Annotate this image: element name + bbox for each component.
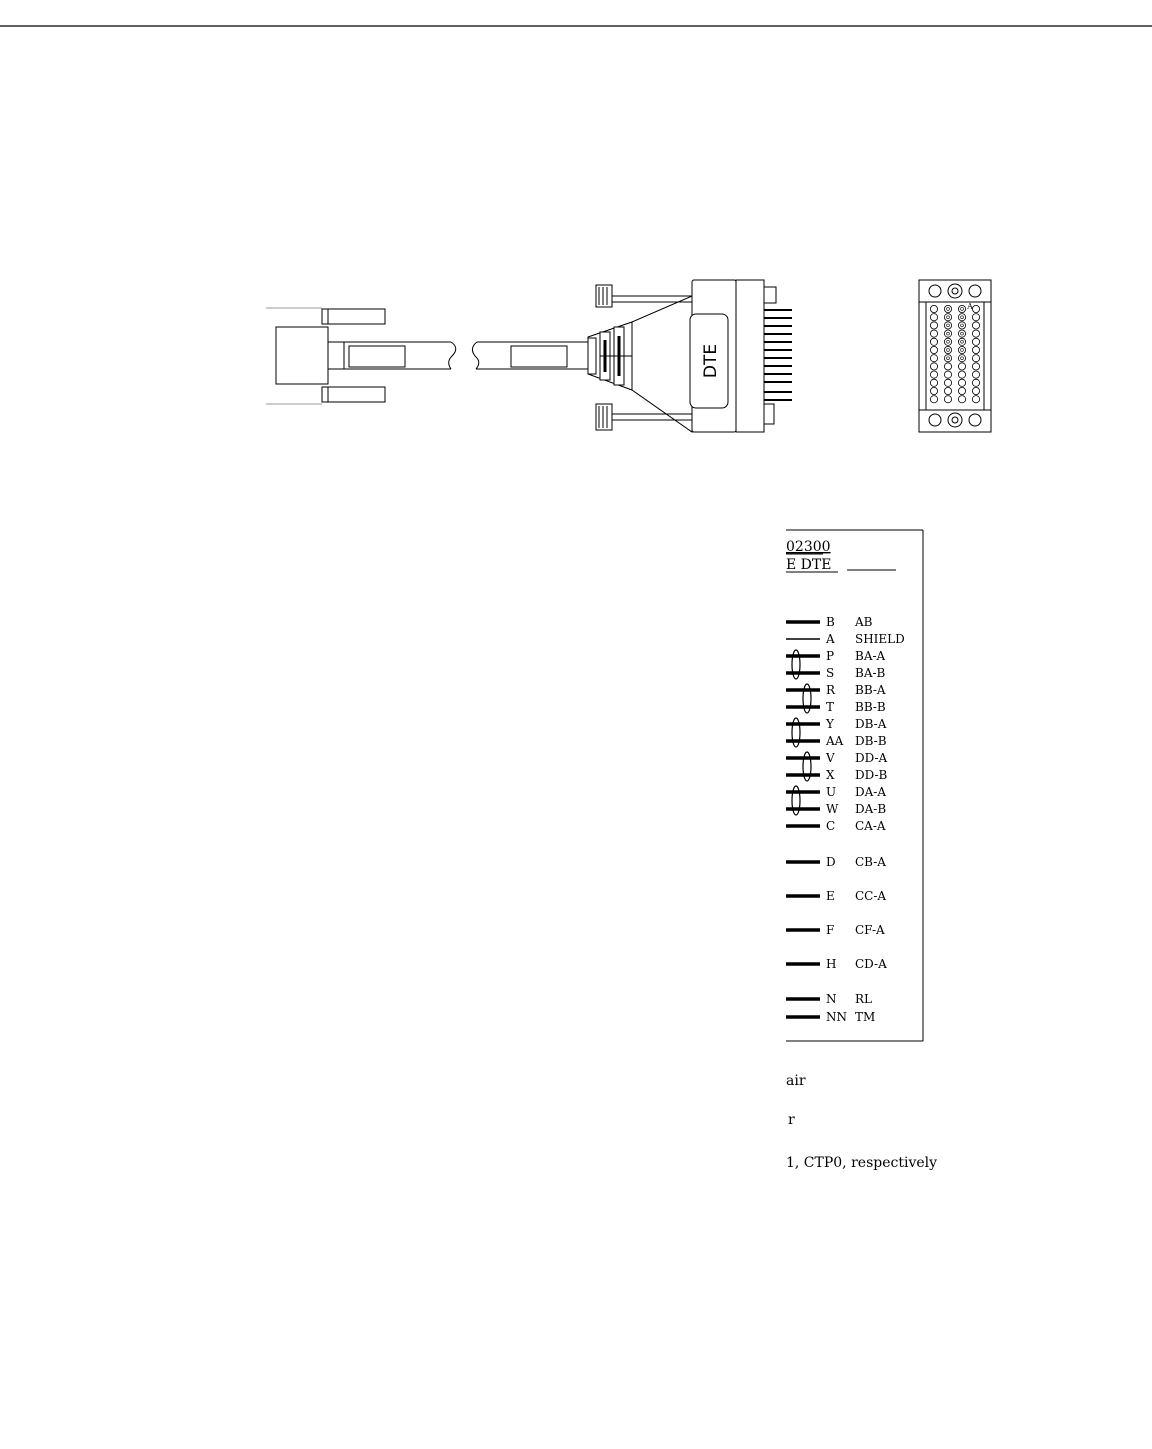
cable-segment-left [344,342,456,369]
pin-hole [944,305,951,312]
pin-hole [972,363,979,370]
pin-signal: BB-A [855,683,886,697]
pin-signal: CF-A [855,923,885,937]
pin-letter: V [826,751,835,765]
pin-signal: DA-B [855,802,887,816]
pin-hole [944,371,951,378]
dte-connector-label: DTE [701,343,721,379]
pin-row [786,751,888,765]
strain-relief [588,322,632,390]
pin-signal: CB-A [855,855,886,869]
connector-pin-face [919,280,991,432]
pin-hole [972,346,979,353]
pin-letter: P [826,649,835,663]
pin-signal: BA-B [855,666,886,680]
pin-hole [930,387,937,394]
pin-row [786,957,887,971]
pin-signal: DA-A [855,785,887,799]
pin-signal: CD-A [855,957,887,971]
pinout-header-part-number: 02300 [786,539,831,555]
pin-row [786,992,872,1006]
pin-hole [958,305,965,312]
pin-letter: E [826,889,835,903]
pin-hole [958,379,965,386]
pin-row [786,649,886,663]
pin-hole [972,371,979,378]
pin-signal: RL [855,992,873,1006]
pin-hole [972,322,979,329]
pin-hole [944,387,951,394]
pin-hole [930,379,937,386]
pin-hole [930,330,937,337]
pin-row [786,632,905,646]
pin-row [786,802,886,816]
pin-hole [930,305,937,312]
pinout-header-dte: E DTE [786,557,832,573]
pin-letter: AA [826,734,844,748]
pin-letter: D [826,855,836,869]
pin-signal: BA-A [855,649,886,663]
pin-hole [930,346,937,353]
pin-hole [944,314,951,321]
pin-hole [944,379,951,386]
pin-hole [944,338,951,345]
pin-row [786,717,887,731]
pin-hole [944,346,951,353]
pin-hole [944,355,951,362]
cable-segment-right [472,342,588,369]
pin-hole [958,322,965,329]
pin-hole [944,396,951,403]
pin-hole [972,305,979,312]
pin-hole [972,355,979,362]
pin-rows [786,615,905,1024]
pin-hole [958,330,965,337]
pin-letter: A [826,632,835,646]
note-ctp: 1, CTP0, respectively [786,1155,938,1171]
pin-hole [958,338,965,345]
pin-hole [972,314,979,321]
pin-hole [930,371,937,378]
pin-letter: F [826,923,835,937]
pin-letter: H [826,957,837,971]
pin-row [786,889,886,903]
pin-letter: C [826,819,836,833]
pinout-table [786,530,923,1041]
pin-signal: DB-B [855,734,887,748]
pin-letter: N [826,992,837,1006]
pin-hole [930,396,937,403]
pin-signal: DD-B [855,768,888,782]
pin-letter: B [826,615,835,629]
pin-hole [958,371,965,378]
pin-signal: BB-B [855,700,886,714]
pin-letter: X [826,768,835,782]
note-conductor: r [788,1112,795,1128]
pin-row [786,615,873,629]
pin-hole [944,363,951,370]
pin-hole [958,387,965,394]
pin-hole [930,322,937,329]
pin-letter: NN [826,1010,847,1024]
pin-signal: AB [855,615,873,629]
pin-letter: R [826,683,836,697]
pin-signal: DD-A [855,751,888,765]
pin-row [786,683,886,697]
pin-letter: S [826,666,835,680]
pin-hole [972,338,979,345]
pin-signal: SHIELD [855,632,905,646]
pin-hole [958,396,965,403]
pin-signal: CC-A [855,889,887,903]
note-twisted-pair: air [786,1073,806,1089]
pin-hole [972,396,979,403]
pin-letter: W [826,802,839,816]
pin-hole [972,387,979,394]
pin-row [786,700,886,714]
pin-hole [930,338,937,345]
pin-hole [944,330,951,337]
pin-row [786,819,886,833]
pin-letter: T [826,700,835,714]
pin-row [786,734,887,748]
pin-signal: DB-A [855,717,887,731]
pin-row [786,855,886,869]
pin-hole [944,322,951,329]
pin-hole [972,330,979,337]
pin-hole [930,355,937,362]
pin-row [786,785,886,799]
pin-face-letter: A [967,302,973,311]
pin-hole [930,314,937,321]
pin-hole [958,355,965,362]
notes [786,1073,937,1171]
pin-hole [972,379,979,386]
pin-row [786,666,886,680]
pin-signal: CA-A [855,819,886,833]
pin-hole [958,363,965,370]
pin-hole [958,346,965,353]
pin-signal: TM [855,1010,876,1024]
pin-hole [958,314,965,321]
pin-letter: Y [826,717,834,731]
pin-row [786,923,885,937]
pin-row [786,768,888,782]
cable-illustration [266,280,991,432]
pin-letter: U [826,785,837,799]
pin-hole [930,363,937,370]
pin-row [786,1010,875,1024]
